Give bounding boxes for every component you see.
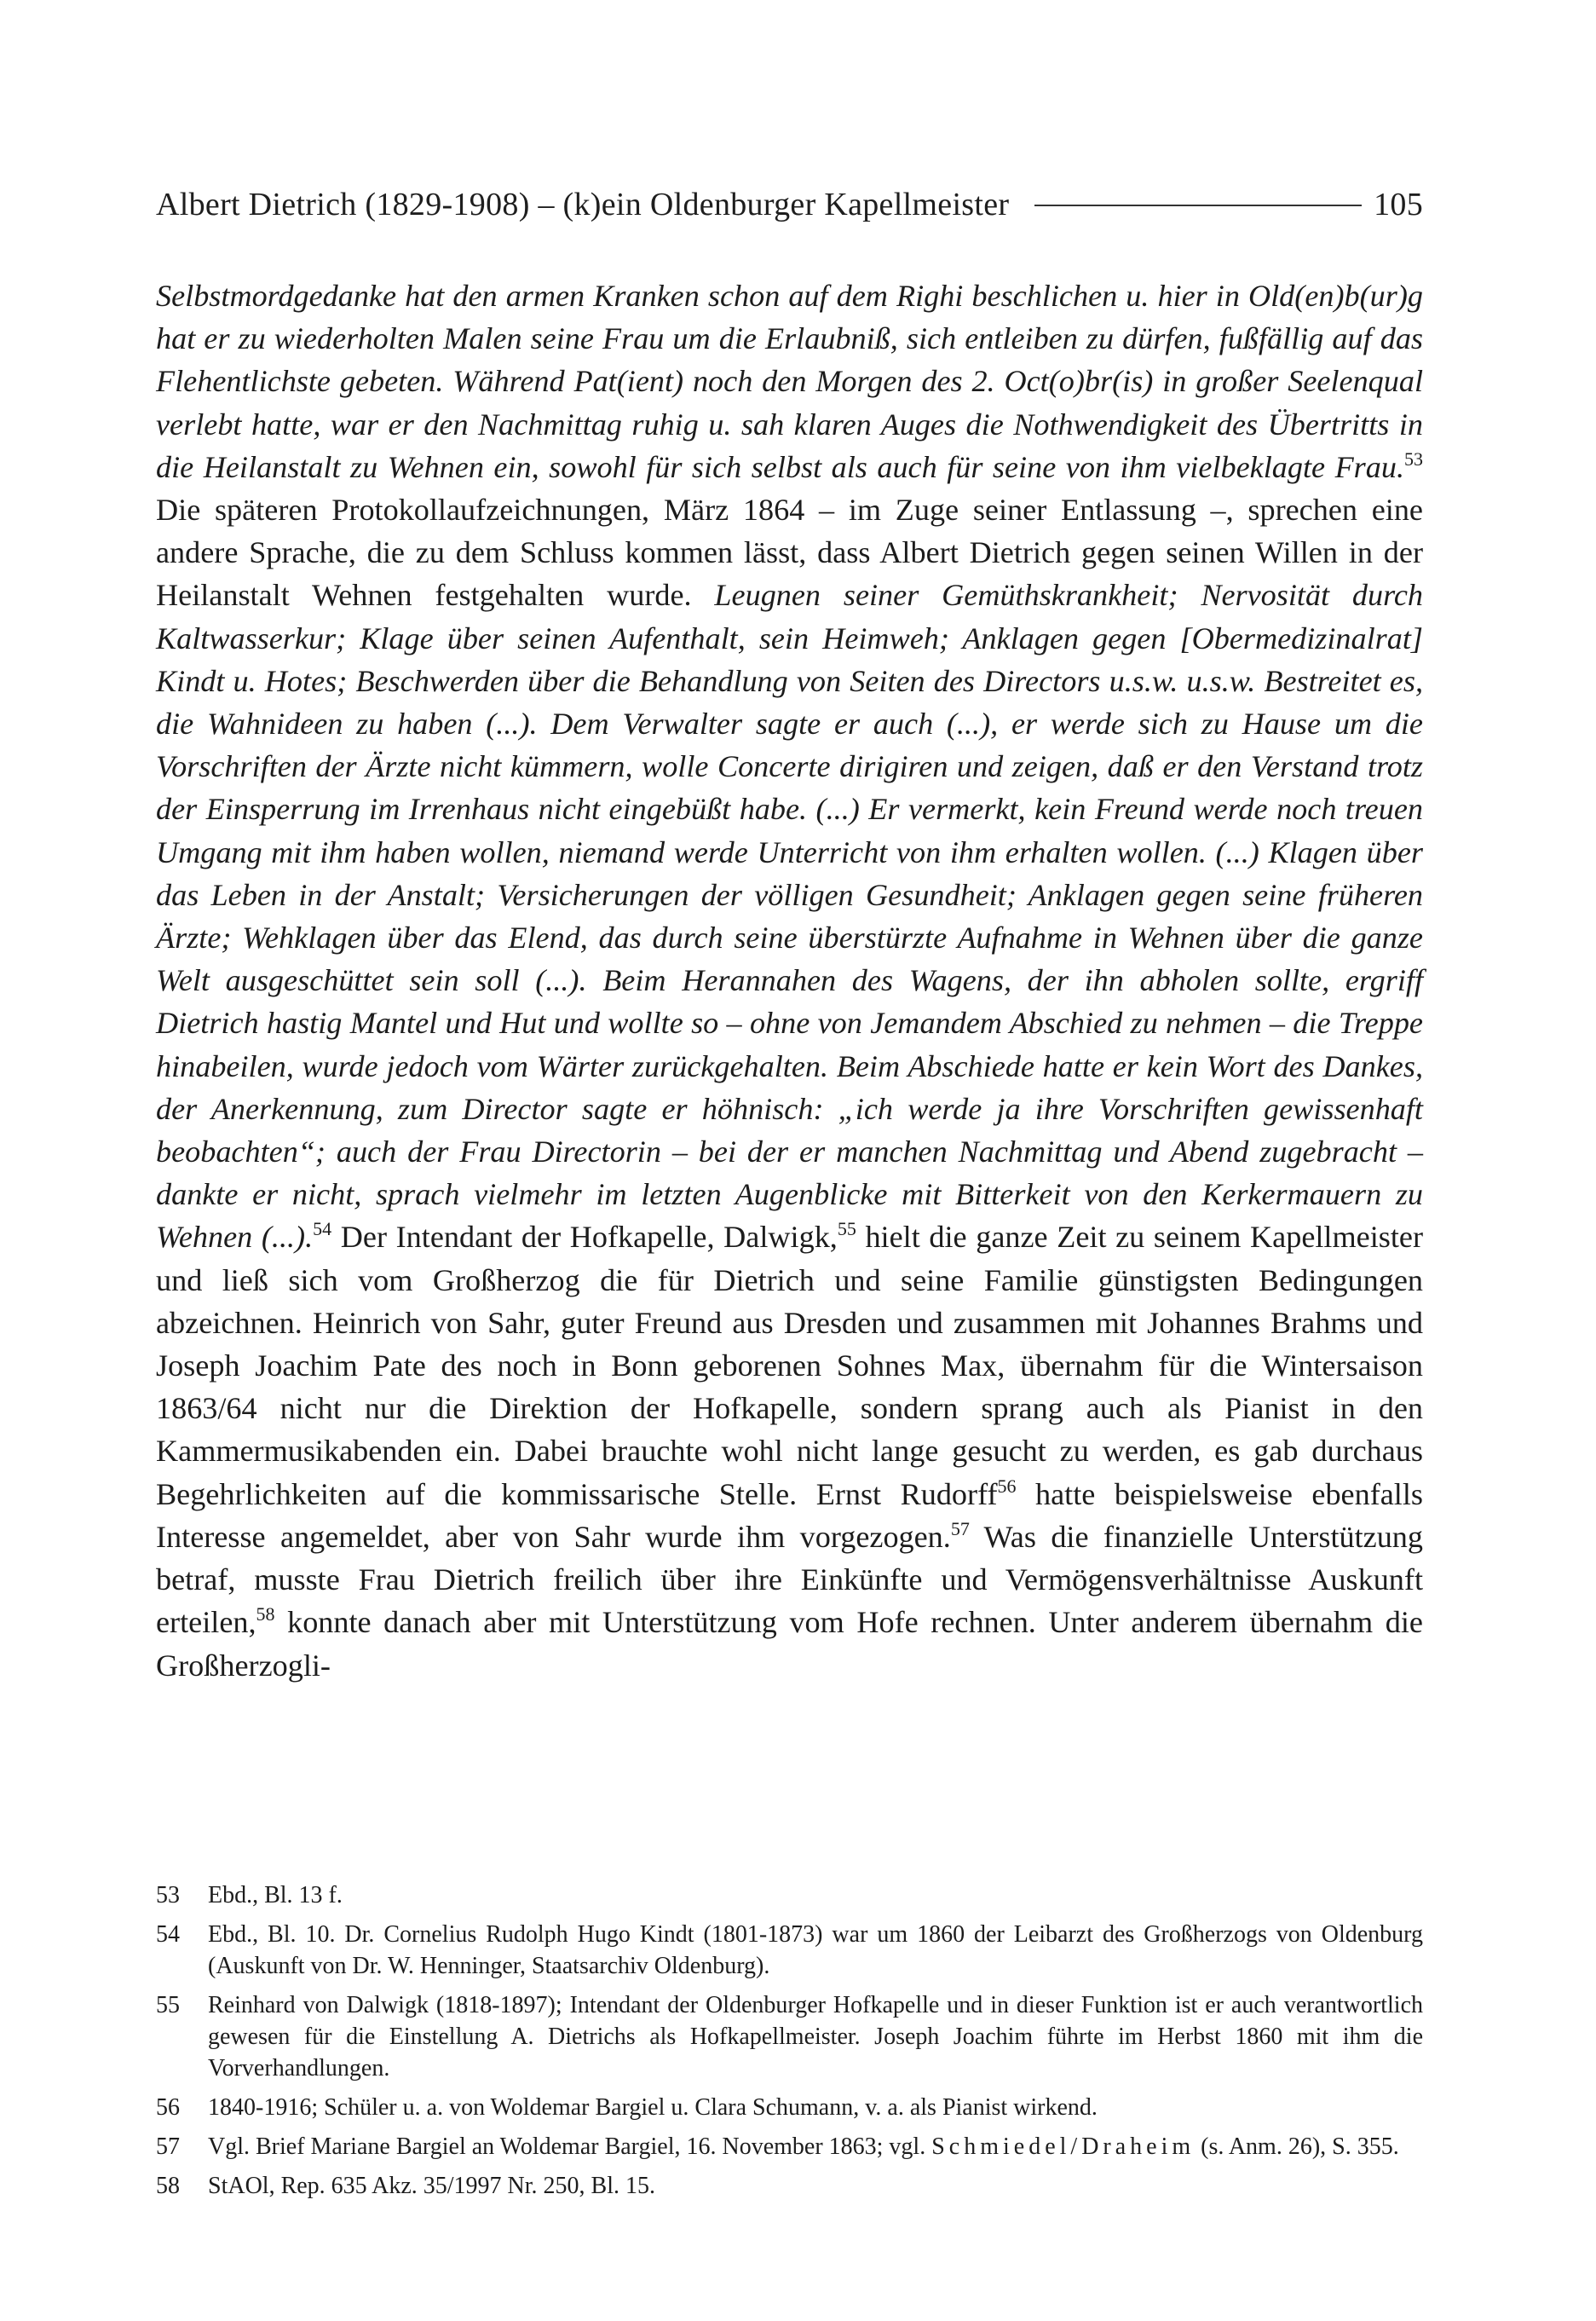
text-segment: Die späteren Protokollaufzeichnungen, März 1864 – im Zuge seiner Entlassung –, sprechen eine andere Sprache, die zu dem Schluss kommen lässt, dass Albert Dietrich gegen seinen Willen in der Heilanstalt Wehnen festgehalten wurde. [156, 493, 1423, 613]
text-segment: Was die finanzielle Unterstützung betraf, musste Frau Dietrich freilich über ihre Einkünfte und Vermögensverhältnisse Auskunft erteilen, [156, 1519, 1423, 1640]
text-segment: hielt die ganze Zeit zu seinem Kapellmeister und ließ sich vom Großherzog die für Dietrich und seine Familie günstigsten Bedingungen abzeichnen. Heinrich von Sahr, guter Freund aus Dresden und zusammen mit Johannes Brahms und Joseph Joachim Pate des noch in Bonn geborenen Sohnes Max, übernahm für die Wintersaison 1863/64 nicht nur die Direktion der Hofkapelle, sondern sprang auch als Pianist in den Kammermusikabenden ein. Dabei brauchte wohl nicht lange gesucht zu werden, es gab durchaus Begehrlichkeiten auf die kommissarische Stelle. Ernst Rudorff [156, 1220, 1423, 1511]
text-segment: konnte danach aber mit Unterstützung vom Hofe rechnen. Unter anderem übernahm die Großherzogli- [156, 1605, 1423, 1683]
footnote-text-part: Vgl. Brief Mariane Bargiel an Woldemar Bargiel, 16. November 1863; vgl. [208, 2133, 932, 2160]
footnote-ref-53[interactable]: 53 [1404, 447, 1423, 470]
main-text [156, 274, 1423, 1687]
running-head-rule [1034, 205, 1362, 206]
footnote-number: 57 [156, 2133, 180, 2160]
footnote-text: Ebd., Bl. 13 f. [208, 1882, 343, 1908]
footnote-ref-58[interactable]: 58 [256, 1603, 275, 1625]
text-segment: Der Intendant der Hofkapelle, Dalwigk, [331, 1220, 838, 1255]
footnote-number: 56 [156, 2094, 180, 2121]
text-segment: hatte beispielsweise ebenfalls Interesse angemeldet, aber von Sahr wurde ihm vorgezogen. [156, 1476, 1423, 1554]
book-page [156, 0, 1423, 2321]
footnote-ref-54[interactable]: 54 [313, 1218, 332, 1240]
footnote-text: 1840-1916; Schüler u. a. von Woldemar Bargiel u. Clara Schumann, v. a. als Pianist wirkend. [208, 2094, 1098, 2121]
quote-segment: Leugnen seiner Gemüthskrankheit; Nervosität durch Kaltwasserkur; Klage über seinen Aufenthalt, sein Heimweh; Anklagen gegen [Obermedizinalrat] Kindt u. Hotes; Beschwerden über die Behandlung von Seiten des Directors u.s.w. u.s.w. Bestreitet es, die Wahnideen zu haben (...). Dem Verwalter sagte er auch (...), er werde sich zu Hause um die Vorschriften der Ärzte nicht kümmern, wolle Concerte dirigiren und zeigen, daß er den Verstand trotz der Einsperrung im Irrenhaus nicht eingebüßt habe. (...) Er vermerkt, kein Freund werde noch treuen Umgang mit ihm haben wollen, niemand werde Unterricht von ihm erhalten wollen. (...) Klagen über das Leben in der Anstalt; Versicherungen der völligen Gesundheit; Anklagen gegen seine früheren Ärzte; Wehklagen über das Elend, das durch seine überstürzte Aufnahme in Wehnen über die ganze Welt ausgeschüttet sein soll (...). Beim Herannahen des Wagens, der ihn abholen sollte, ergriff Dietrich hastig Mantel und Hut und wollte so – ohne von Jemandem Abschied zu nehmen – die Treppe hinabeilen, wurde jedoch vom Wärter zurückgehalten. Beim Abschiede hatte er kein Wort des Dankes, der Anerkennung, zum Director sagte er höhnisch: „ich werde ja ihre Vorschriften gewissenhaft beobachten“; auch der Frau Directorin – bei der er manchen Nachmittag und Abend zugebracht – dankte er nicht, sprach vielmehr im letzten Augenblicke mit Bitterkeit von den Kerkermauern zu Wehnen (...). [156, 578, 1424, 1255]
footnote-ref-57[interactable]: 57 [950, 1517, 970, 1539]
footnote-number: 53 [156, 1882, 180, 1908]
footnote-text [208, 2131, 1423, 2162]
quote-segment: Selbstmordgedanke hat den armen Kranken schon auf dem Righi beschlichen u. hier in Old(en)b(ur)g hat er zu wiederholten Malen seine Frau um die Erlaubniß, sich entleiben zu dürfen, fußfällig auf das Flehentlichste gebeten. Während Pat(ient) noch den Morgen des 2. Oct(o)br(is) in großer Seelenqual verlebt hatte, war er den Nachmittag ruhig u. sah klaren Auges die Nothwendigkeit des Übertritts in die Heilanstalt zu Wehnen ein, sowohl für sich selbst als auch für seine von ihm vielbeklagte Frau. [156, 279, 1423, 484]
footnote-text-part: (s. Anm. 26), S. 355. [1195, 2133, 1399, 2160]
footnote-53 [156, 1879, 1423, 1911]
author-name-spaced: Schmiedel/Draheim [931, 2133, 1196, 2160]
footnote-number: 55 [156, 1992, 180, 2018]
footnote-ref-56[interactable]: 56 [997, 1475, 1017, 1497]
footnote-text: Ebd., Bl. 10. Dr. Cornelius Rudolph Hugo Kindt (1801-1873) war um 1860 der Leibarzt des Großherzogs von Oldenburg (Auskunft von Dr. W. Henninger, Staatsarchiv Oldenburg). [208, 1921, 1423, 1979]
footnote-number: 54 [156, 1921, 180, 1948]
body-paragraph [156, 274, 1423, 1687]
footnote-57 [156, 2131, 1423, 2162]
footnote-number: 58 [156, 2173, 180, 2199]
footnote-58 [156, 2170, 1423, 2202]
footnote-55 [156, 1989, 1423, 2084]
running-head [156, 186, 1423, 223]
footnote-text: Reinhard von Dalwigk (1818-1897); Intendant der Oldenburger Hofkapelle und in dieser Funktion ist er auch verantwortlich gewesen für die Einstellung A. Dietrichs als Hofkapellmeister. Joseph Joachim führte im Herbst 1860 mit ihm die Vorverhandlungen. [208, 1992, 1423, 2081]
footnote-56 [156, 2092, 1423, 2123]
footnote-text: StAOl, Rep. 635 Akz. 35/1997 Nr. 250, Bl. 15. [208, 2173, 656, 2199]
footnotes [156, 1879, 1423, 2209]
footnote-ref-55[interactable]: 55 [837, 1218, 856, 1240]
page-number: 105 [1374, 187, 1423, 222]
running-head-title: Albert Dietrich (1829-1908) – (k)ein Oldenburger Kapellmeister [156, 187, 1010, 222]
footnote-54 [156, 1919, 1423, 1982]
